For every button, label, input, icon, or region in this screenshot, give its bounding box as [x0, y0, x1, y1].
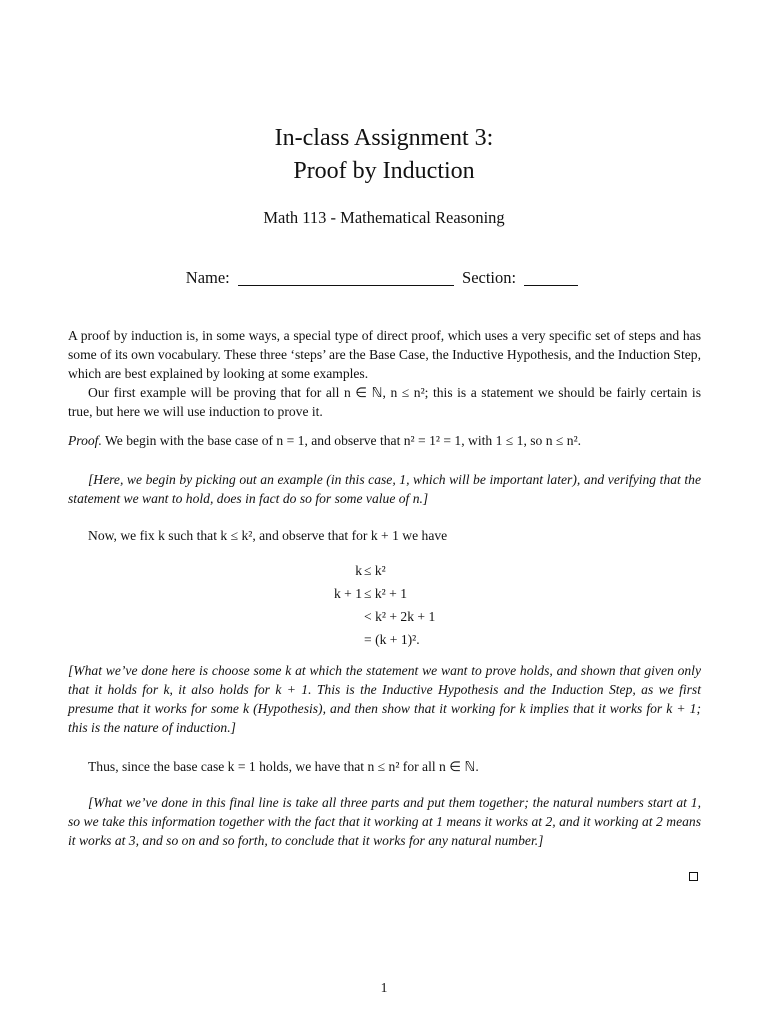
page-number: 1	[380, 980, 388, 995]
course-name: Math 113 - Mathematical Reasoning	[263, 208, 505, 227]
proof-base-paragraph	[68, 432, 701, 451]
section-blank-line	[524, 269, 578, 286]
note-base-case: [Here, we begin by picking out an example (in this case, 1, which will be important later), and verifying that the statement we want to hold, does in fact do so for some value of n.]	[68, 472, 701, 506]
section-label: Section:	[462, 268, 517, 287]
equation-rhs: ≤ k²	[364, 563, 386, 578]
intro-paragraph: A proof by induction is, in some ways, a special type of direct proof, which uses a very specific set of steps and has some of its own vocabulary. These three ‘steps’ are the Base Case, the Inductive Hypothesis, and the Induction Step, which are best explained by looking at some examples.	[68, 328, 701, 381]
equation-rhs: ≤ k² + 1	[364, 586, 407, 601]
note-final: [What we’ve done in this final line is take all three parts and put them together; the natural numbers start at 1, so we take this information together with the fact that it working at 1 means it works at 2, and it working at 2 means it works at 3, and so on and so forth, to conclude that it works for any natural number.]	[68, 795, 701, 848]
proof-base-text: We begin with the base case of n = 1, and observe that n² = 1² = 1, with 1 ≤ 1, so n ≤ n².	[105, 433, 582, 448]
document-title	[0, 122, 768, 188]
equation-lhs: k + 1	[333, 586, 362, 601]
title-line-2: Proof by Induction	[293, 158, 475, 184]
qed-square-icon	[689, 872, 698, 881]
conclusion-paragraph: Thus, since the base case k = 1 holds, we have that n ≤ n² for all n ∈ ℕ.	[88, 759, 479, 774]
title-line-1: In-class Assignment 3:	[274, 125, 494, 151]
name-label: Name:	[185, 268, 230, 287]
name-section-row	[0, 268, 768, 288]
equation-rhs: = (k + 1)².	[364, 632, 420, 647]
first-example-paragraph: Our first example will be proving that for all n ∈ ℕ, n ≤ n²; this is a statement we should be fairly certain is true, but here we will use induction to prove it.	[68, 385, 701, 419]
proof-label: Proof.	[68, 433, 102, 448]
note-induction-step: [What we’ve done here is choose some k at which the statement we want to prove holds, and shown that given only that it holds for k, it also holds for k + 1. This is the Inductive Hypothesis and the Induction Step, as we first presume that it works for some k (Hypothesis), and then show that it working for k implies that it works for k + 1; this is the nature of induction.]	[68, 663, 701, 735]
name-blank-line	[238, 269, 454, 286]
equation-lhs: k	[355, 563, 362, 578]
fix-k-paragraph: Now, we fix k such that k ≤ k², and observe that for k + 1 we have	[88, 528, 448, 543]
equation-rhs: < k² + 2k + 1	[364, 609, 436, 624]
